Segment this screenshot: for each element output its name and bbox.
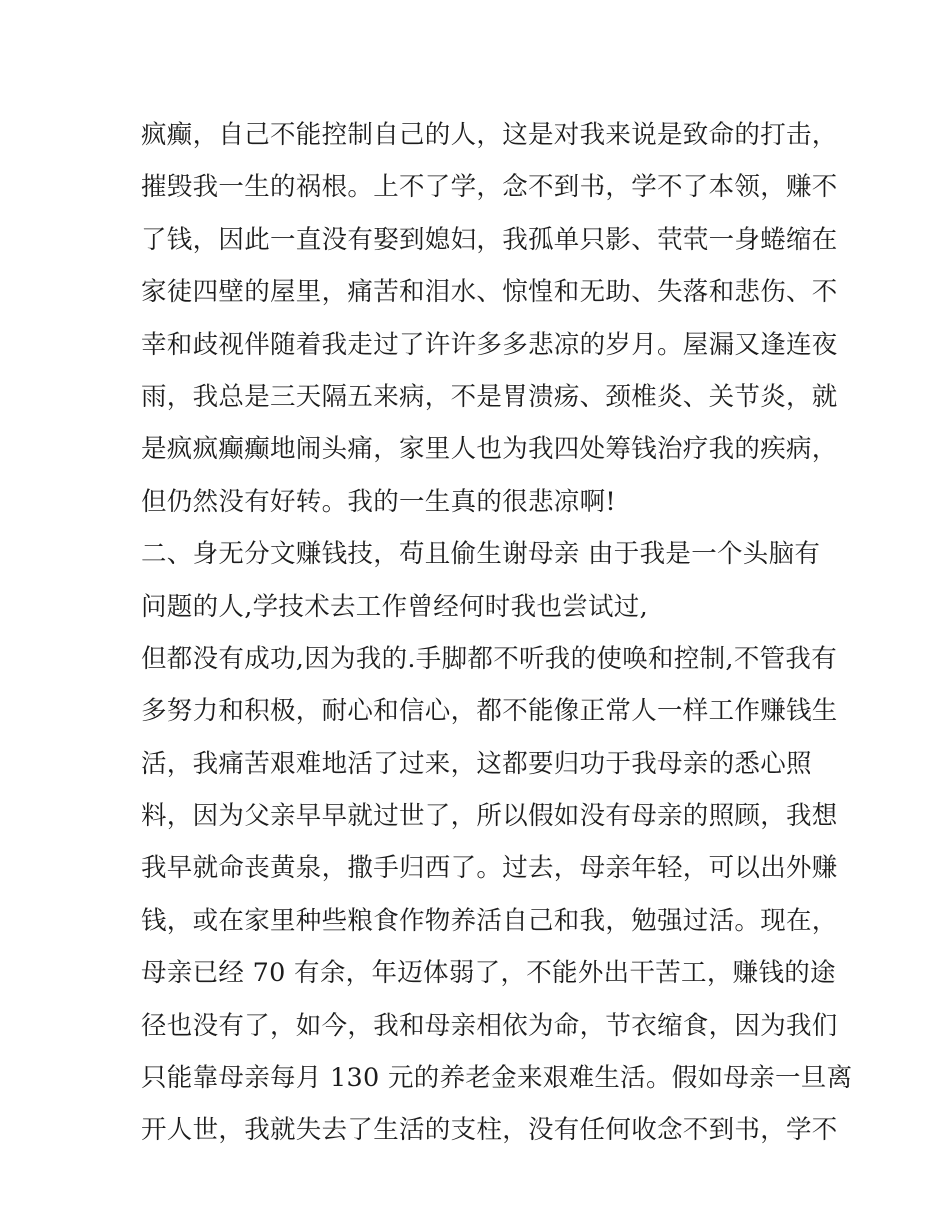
section-heading-line: 二、身无分文赚钱技，苟且偷生谢母亲 由于我是一个头脑有 [141, 539, 821, 570]
text-line: 家徒四壁的屋里，痛苦和泪水、惊惶和无助、失落和悲伤、不 [141, 277, 838, 308]
text-line: 只能靠母亲每月 130 元的养老金来艰难生活。假如母亲一旦离 [141, 1063, 853, 1094]
text-line: 幸和歧视伴随着我走过了许许多多悲凉的岁月。屋漏又逢连夜 [141, 329, 838, 360]
text-line: 径也没有了，如今，我和母亲相依为命，节衣缩食，因为我们 [141, 1010, 838, 1041]
text-line: 疯癫，自己不能控制自己的人，这是对我来说是致命的打击， [141, 120, 838, 150]
text-line: 但仍然没有好转。我的一生真的很悲凉啊! [141, 486, 616, 517]
text-line: 了钱，因此一直没有娶到媳妇，我孤单只影、茕茕一身蜷缩在 [141, 224, 838, 255]
text-line: 问题的人,学技术去工作曾经何时我也尝试过, [141, 591, 649, 622]
text-line: 活，我痛苦艰难地活了过来，这都要归功于我母亲的悉心照 [141, 748, 812, 779]
text-line: 但都没有成功,因为我的.手脚都不听我的使唤和控制,不管我有 [141, 643, 838, 674]
body-text [141, 109, 853, 1157]
text-line: 料，因为父亲早早就过世了，所以假如没有母亲的照顾，我想 [141, 801, 838, 832]
text-line: 钱，或在家里种些粮食作物养活自己和我，勉强过活。现在， [141, 905, 838, 936]
text-line: 母亲已经 70 有余，年迈体弱了，不能外出干苦工，赚钱的途 [141, 958, 836, 989]
text-line: 雨，我总是三天隔五来病，不是胃溃疡、颈椎炎、关节炎，就 [141, 381, 838, 412]
text-line: 是疯疯癫癫地闹头痛，家里人也为我四处筹钱治疗我的疾病， [141, 434, 838, 465]
text-line: 开人世，我就失去了生活的支柱，没有任何收念不到书，学不 [141, 1115, 838, 1146]
text-line: 我早就命丧黄泉，撒手归西了。过去，母亲年轻，可以出外赚 [141, 853, 838, 884]
text-line: 多努力和积极，耐心和信心，都不能像正常人一样工作赚钱生 [141, 696, 838, 727]
text-line: 摧毁我一生的祸根。上不了学，念不到书，学不了本领，赚不 [141, 172, 838, 203]
